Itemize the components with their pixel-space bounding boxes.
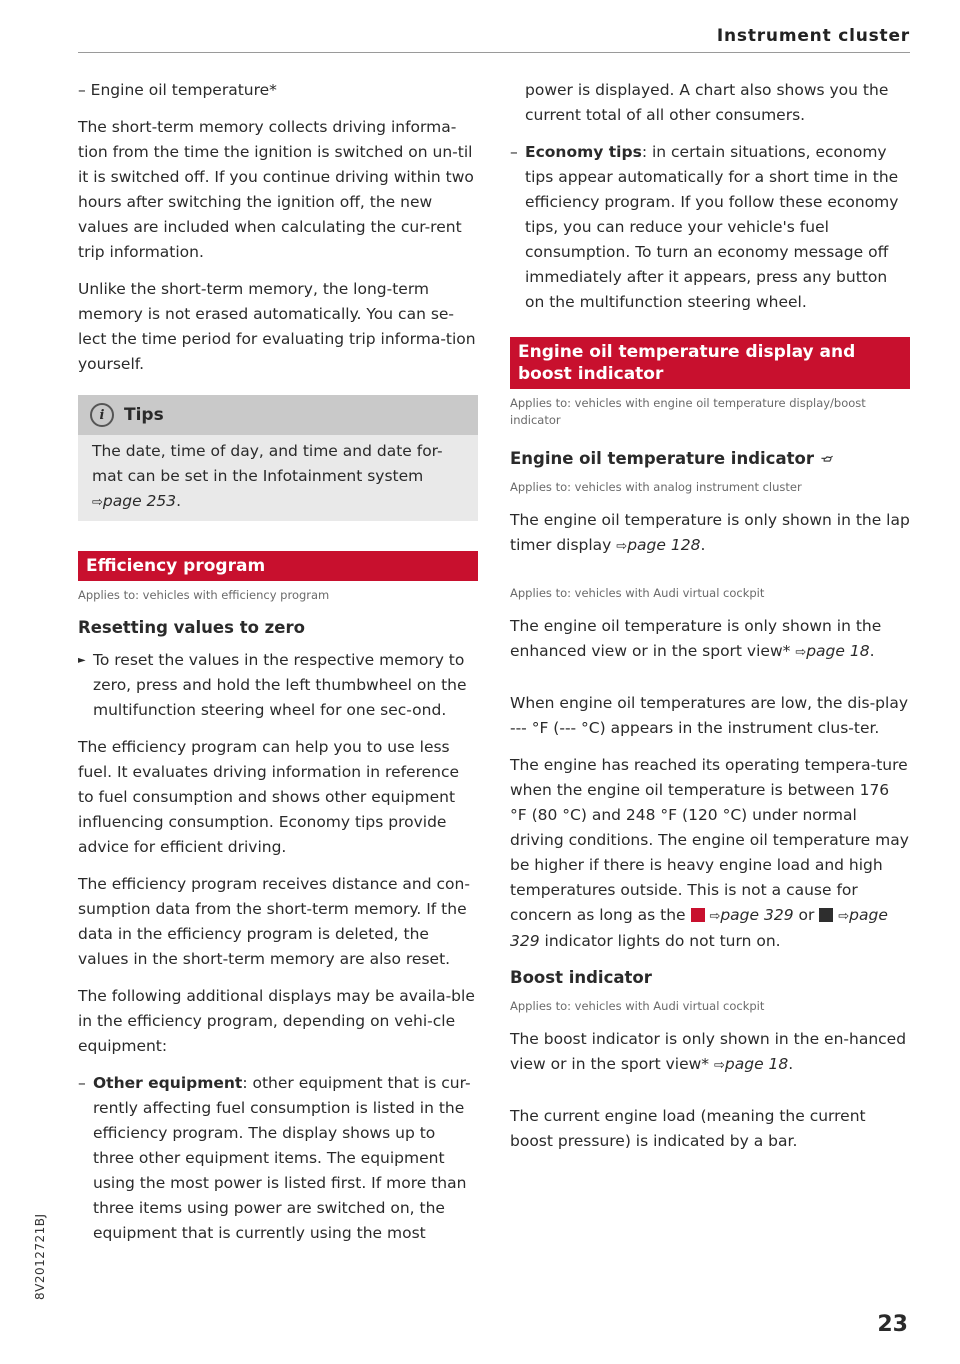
paragraph-low-temperature: When engine oil temperatures are low, the dis-play --- °F (--- °C) appears in the instrument clus-ter. <box>510 694 908 737</box>
page-reference-link[interactable]: ⇨page 128 <box>616 536 701 554</box>
page-reference-link[interactable]: ⇨page 329 <box>510 906 888 950</box>
paragraph-operating-temperature: The engine has reached its operating tempera-ture when the engine oil temperature is between 176 °F (80 °C) and 248 °F (120 °C) under normal driving conditions. The engine oil temperature may be higher if there is heavy engine load and high temperatures outside. This is not a cause for concern as long as the ⇨page 329 or ⇨page 329 indicator lights do not turn on. <box>510 756 909 950</box>
tips-header <box>78 395 478 435</box>
running-header: Instrument cluster <box>716 26 910 46</box>
applies-to-oil-boost: Applies to: vehicles with engine oil temperature display/boost indicator <box>510 396 866 427</box>
applies-to-virtual-cockpit-boost: Applies to: vehicles with Audi virtual cockpit <box>510 999 765 1013</box>
paragraph-boost: The boost indicator is only shown in the en-hanced view or in the sport view* ⇨page 18. <box>510 1030 907 1073</box>
paragraph-virtual-cockpit: The engine oil temperature is only shown in the enhanced view or in the sport view* ⇨page 18. <box>510 617 882 660</box>
list-item-other-equipment: – Other equipment: other equipment that is cur-rently affecting fuel consumption is listed in the efficiency program. The display shows up to three other equipment items. The equipment using the most power is listed first. If more than three items using power are switched on, the equipment that is currently using the most <box>78 1071 478 1246</box>
page-reference-link[interactable]: ⇨page 329 <box>709 906 794 924</box>
heading-resetting: Resetting values to zero <box>78 618 305 637</box>
arrow-right-icon: ⇨ <box>92 495 103 510</box>
applies-to-efficiency: Applies to: vehicles with efficiency program <box>78 588 330 602</box>
info-icon: i <box>90 403 114 427</box>
applies-to-analog: Applies to: vehicles with analog instrument cluster <box>510 480 802 494</box>
right-column <box>510 78 910 1166</box>
document-code: 8V2012721BJ <box>33 1213 47 1300</box>
arrow-right-icon: ⇨ <box>838 909 850 924</box>
paragraph-analog: The engine oil temperature is only shown in the lap timer display ⇨page 128. <box>510 511 910 554</box>
arrow-right-icon: ⇨ <box>709 909 721 924</box>
section-title-oil-boost: Engine oil temperature display and boost indicator <box>510 337 910 389</box>
step-reset: ► To reset the values in the respective memory to zero, press and hold the left thumbwheel on the multifunction steering wheel for one sec-ond. <box>78 648 478 723</box>
page-number: 23 <box>877 1312 908 1337</box>
warning-indicator-red-icon <box>691 908 705 922</box>
tips-body <box>78 435 478 521</box>
page-reference-link[interactable]: ⇨page 18 <box>713 1055 789 1073</box>
paragraph-efficiency-intro: The efficiency program can help you to use less fuel. It evaluates driving information in reference to fuel consumption and shows other equipment influencing consumption. Economy tips provide advice for efficient driving. <box>78 738 460 856</box>
warning-indicator-icon <box>819 908 833 922</box>
paragraph-short-term-memory: The short-term memory collects driving informa-tion from the time the ignition is switched on un-til it is switched off. If you continue driving within two hours after switching the ignition off, the new values are included when calculating the cur-rent trip information. <box>78 118 474 261</box>
arrow-right-icon: ⇨ <box>713 1058 725 1073</box>
tips-box <box>78 395 478 521</box>
arrow-right-icon: ⇨ <box>616 539 628 554</box>
heading-oil-temp-indicator: Engine oil temperature indicator <box>510 447 910 471</box>
paragraph-engine-load: The current engine load (meaning the current boost pressure) is indicated by a bar. <box>510 1107 866 1150</box>
list-item-economy-tips: – Economy tips: in certain situations, economy tips appear automatically for a short time in the efficiency program. If you follow these economy tips, you can reduce your vehicle's fuel consumption. To turn an economy message off immediately after it appears, press any button on the multifunction steering wheel. <box>510 140 910 315</box>
left-column <box>78 78 478 1250</box>
header-rule <box>78 52 910 53</box>
heading-boost-indicator: Boost indicator <box>510 968 652 987</box>
applies-to-virtual-cockpit: Applies to: vehicles with Audi virtual cockpit <box>510 586 765 600</box>
list-item-continued: power is displayed. A chart also shows you the current total of all other consumers. <box>525 81 889 124</box>
page-reference-link[interactable]: ⇨page 18 <box>795 642 870 660</box>
paragraph-additional-displays: The following additional displays may be availa-ble in the efficiency program, depending on vehi-cle equipment: <box>78 987 475 1055</box>
paragraph-oil-temp-item: – Engine oil temperature* <box>78 81 277 99</box>
section-title-efficiency: Efficiency program <box>78 551 478 581</box>
tips-text: The date, time of day, and time and date for-mat can be set in the Infotainment system ⇨page 253. <box>92 442 443 510</box>
oil-temperature-icon <box>820 452 834 466</box>
paragraph-efficiency-data: The efficiency program receives distance and con-sumption data from the short-term memory. If the data in the efficiency program is deleted, the values in the short-term memory are also reset. <box>78 875 470 968</box>
paragraph-long-term-memory: Unlike the short-term memory, the long-term memory is not erased automatically. You can se-lect the time period for evaluating trip informa-tion yourself. <box>78 280 476 373</box>
page-reference-link[interactable]: ⇨page 253 <box>92 492 177 510</box>
arrow-right-icon: ⇨ <box>795 645 807 660</box>
tips-title: Tips <box>124 405 164 425</box>
